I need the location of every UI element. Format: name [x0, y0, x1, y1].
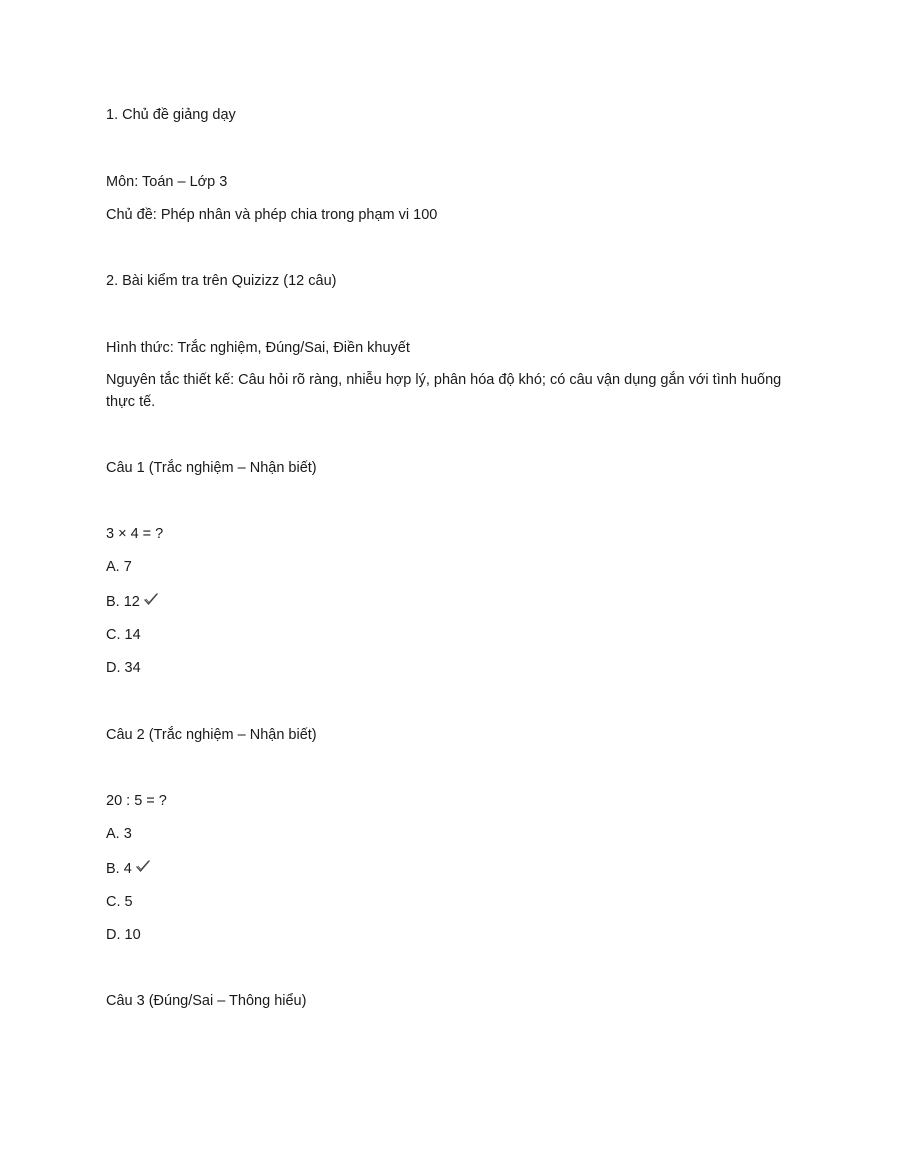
question-3-title: Câu 3 (Đúng/Sai – Thông hiểu): [106, 993, 307, 1009]
question-1-option-a: A. 7: [106, 559, 132, 575]
question-2-option-b-label: B. 4: [106, 861, 132, 877]
question-1-option-d: D. 34: [106, 660, 141, 676]
question-2-option-c: C. 5: [106, 894, 133, 910]
subject-line: Môn: Toán – Lớp 3: [106, 174, 228, 190]
question-1-title: Câu 1 (Trắc nghiệm – Nhận biết): [106, 460, 317, 476]
question-1-option-c: C. 14: [106, 627, 141, 643]
question-2-option-d: D. 10: [106, 927, 141, 943]
question-1-option-b-label: B. 12: [106, 594, 140, 610]
topic-line: Chủ đề: Phép nhân và phép chia trong phạm vi 100: [106, 207, 438, 223]
question-2-title: Câu 2 (Trắc nghiệm – Nhận biết): [106, 727, 317, 743]
section-2-heading: 2. Bài kiểm tra trên Quizizz (12 câu): [106, 273, 337, 289]
check-mark-icon: [135, 859, 151, 876]
question-1-option-b: [106, 591, 159, 613]
question-2-option-a: A. 3: [106, 826, 132, 842]
format-line: Hình thức: Trắc nghiệm, Đúng/Sai, Điền khuyết: [106, 340, 410, 356]
question-2-option-b: [106, 858, 151, 880]
question-1-prompt: 3 × 4 = ?: [106, 526, 164, 542]
design-principle-paragraph: Nguyên tắc thiết kế: Câu hỏi rõ ràng, nhiễu hợp lý, phân hóa độ khó; có câu vận dụng gắn với tình huống thực tế.: [106, 372, 782, 410]
question-2-prompt: 20 : 5 = ?: [106, 793, 167, 809]
section-1-heading: 1. Chủ đề giảng dạy: [106, 107, 236, 123]
check-mark-icon: [143, 592, 159, 609]
